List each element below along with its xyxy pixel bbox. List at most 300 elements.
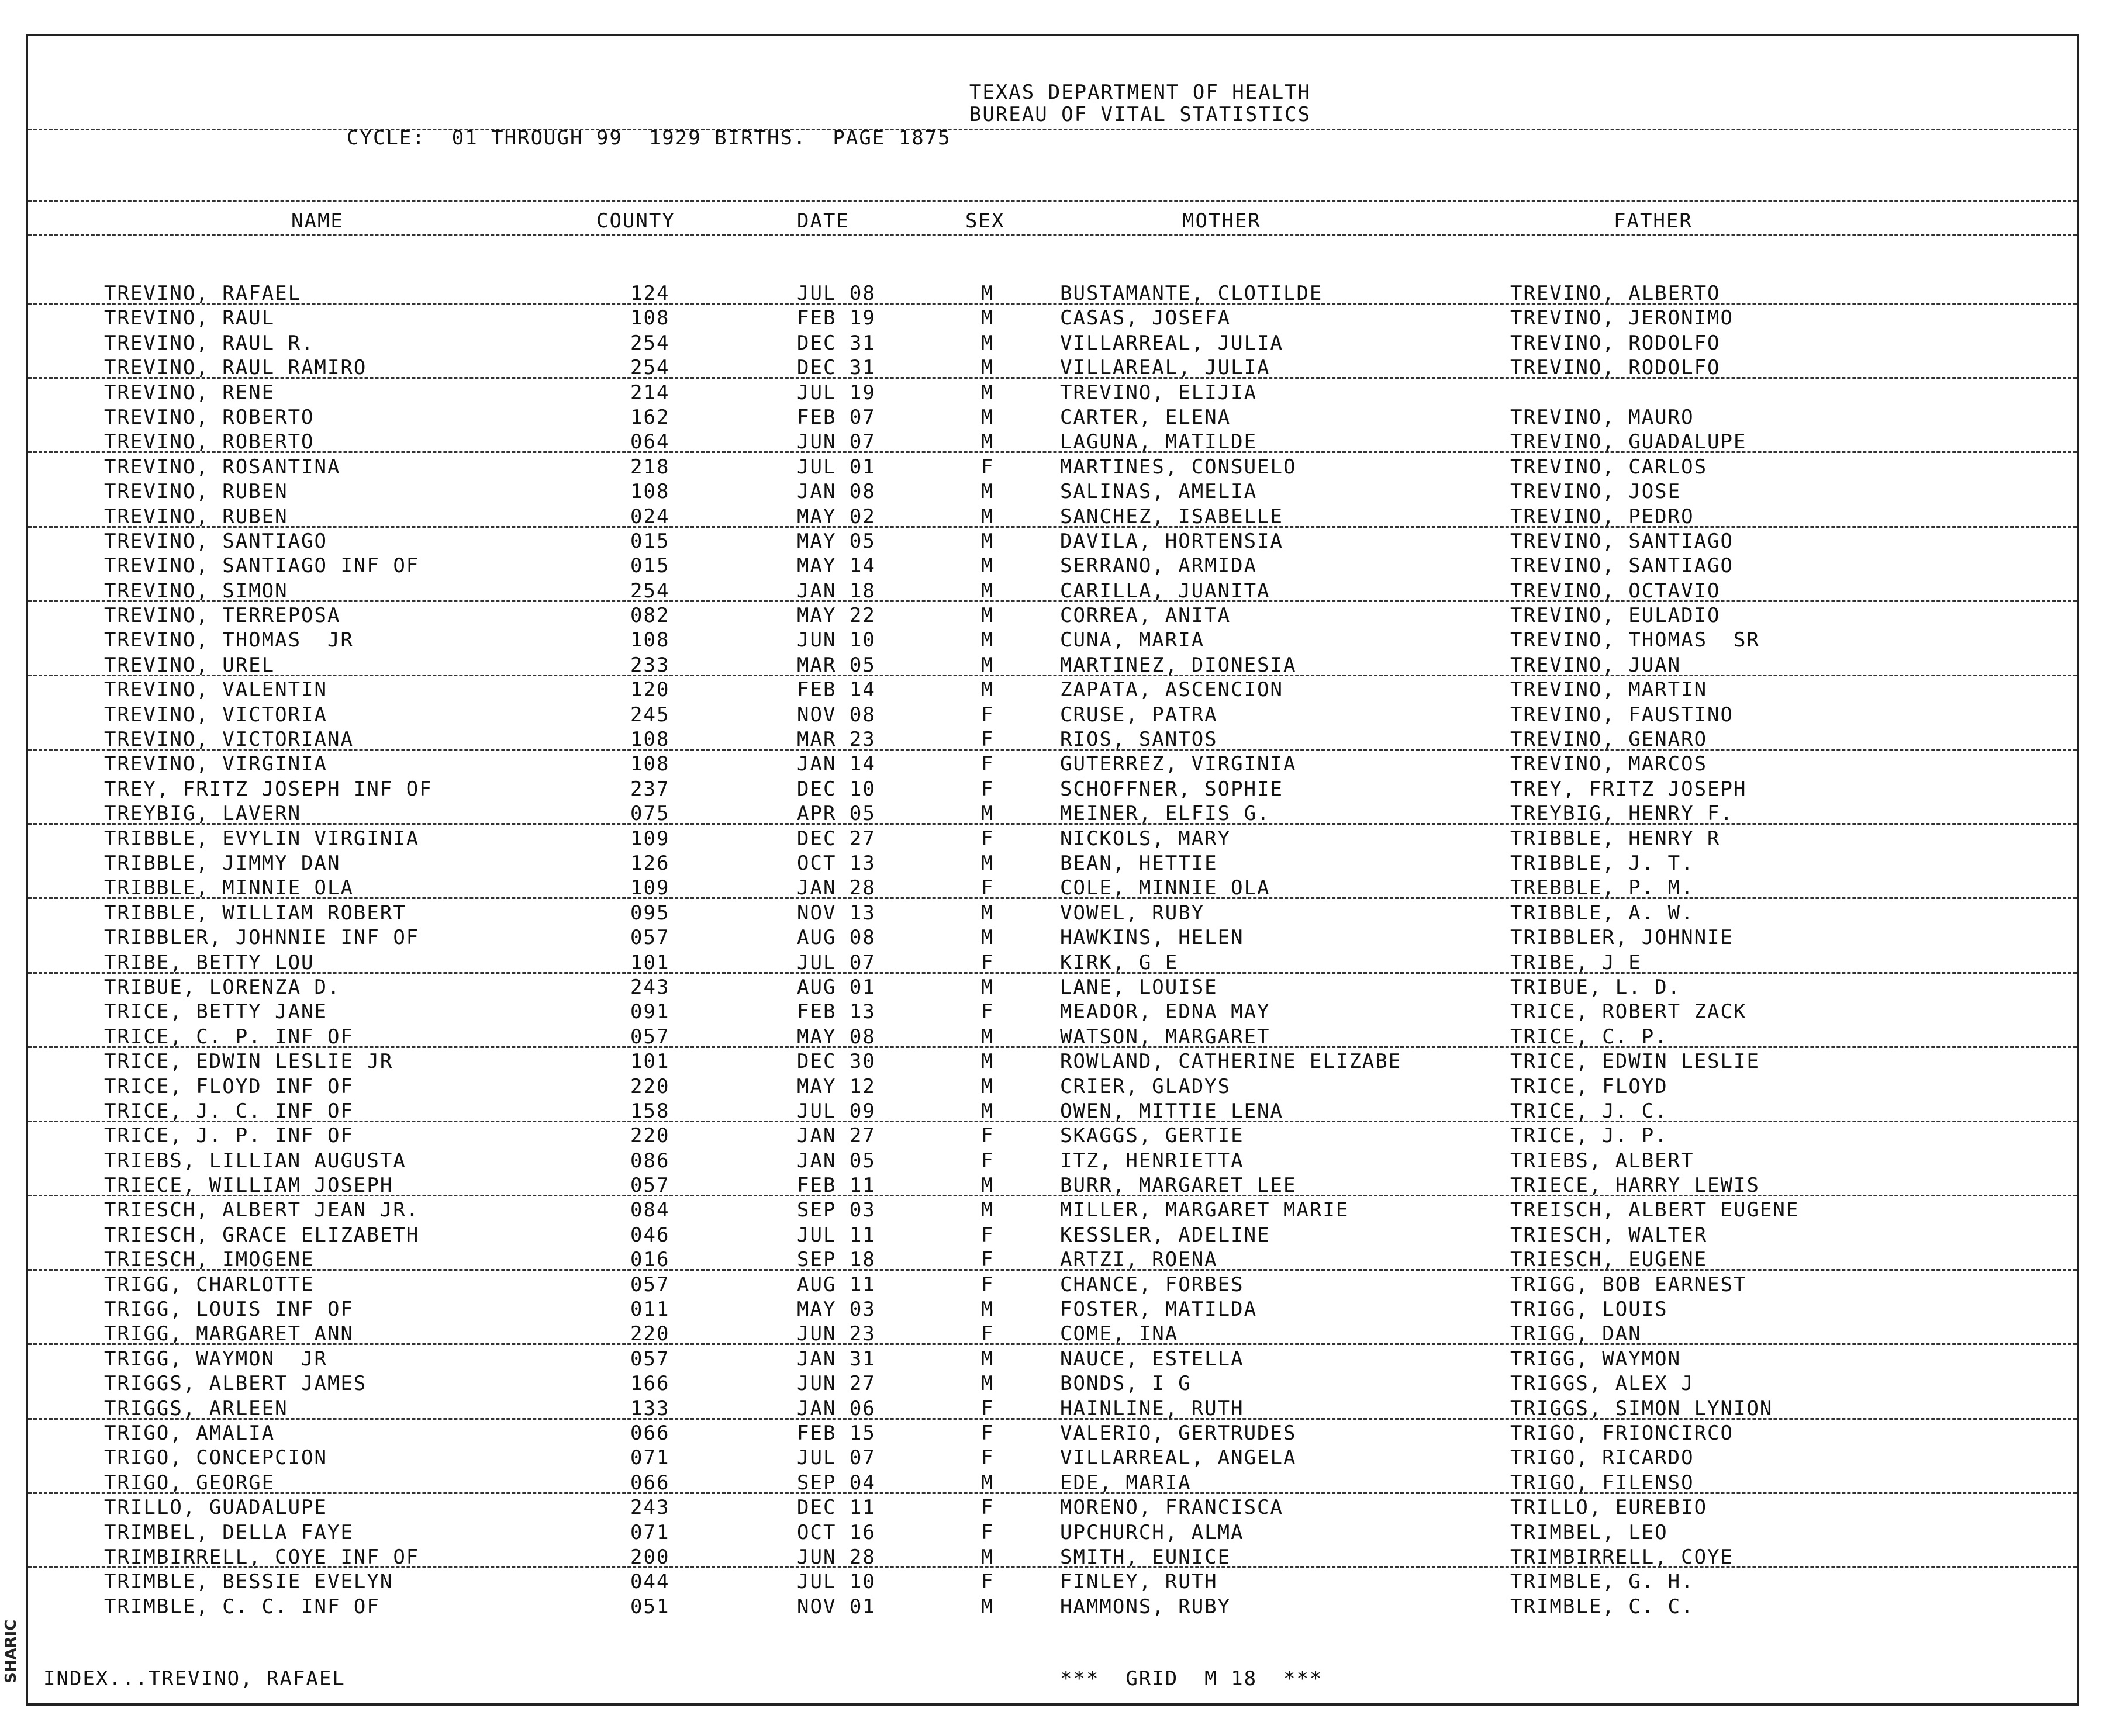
cell-sex: M xyxy=(981,282,995,305)
table-row xyxy=(28,876,2077,901)
cell-father: TRIGO, FILENSO xyxy=(1510,1471,1694,1495)
table-row xyxy=(28,728,2077,752)
col-header-sex: SEX xyxy=(965,209,1005,233)
cell-name: TRICE, BETTY JANE xyxy=(104,1000,327,1024)
cell-father: TREYBIG, HENRY F. xyxy=(1510,802,1734,826)
cell-name: TRIBBLE, MINNIE OLA xyxy=(104,876,354,900)
cell-county: 108 xyxy=(630,306,670,330)
cell-county: 057 xyxy=(630,1174,670,1198)
cell-father: TRIEBS, ALBERT xyxy=(1510,1149,1694,1173)
cell-sex: M xyxy=(981,430,995,454)
cell-mother: VILLARREAL, ANGELA xyxy=(1060,1446,1297,1470)
cell-sex: F xyxy=(981,777,995,801)
cell-sex: F xyxy=(981,1446,995,1470)
cell-sex: M xyxy=(981,554,995,578)
cell-name: TRIGO, AMALIA xyxy=(104,1421,275,1445)
cell-name: TRIGG, CHARLOTTE xyxy=(104,1272,315,1296)
cell-county: 254 xyxy=(630,579,670,603)
cell-father: TREVINO, MAURO xyxy=(1510,405,1694,429)
cell-county: 091 xyxy=(630,1000,670,1024)
cell-date: JUL 10 xyxy=(797,1570,876,1594)
table-row xyxy=(28,1198,2077,1223)
table-row xyxy=(28,1050,2077,1074)
cell-date: AUG 11 xyxy=(797,1272,876,1296)
cell-county: 126 xyxy=(630,851,670,875)
table-row xyxy=(28,1595,2077,1620)
cell-county: 084 xyxy=(630,1198,670,1222)
cell-mother: FOSTER, MATILDA xyxy=(1060,1298,1258,1322)
table-row xyxy=(28,1322,2077,1347)
cell-name: TRIGGS, ALBERT JAMES xyxy=(104,1372,367,1396)
cell-date: DEC 31 xyxy=(797,356,876,380)
table-row xyxy=(28,306,2077,331)
col-header-mother: MOTHER xyxy=(1182,209,1261,233)
cell-date: FEB 11 xyxy=(797,1174,876,1198)
table-row xyxy=(28,282,2077,306)
cell-father: TREVINO, EULADIO xyxy=(1510,604,1721,628)
table-row xyxy=(28,1446,2077,1471)
cell-sex: F xyxy=(981,752,995,776)
cell-date: JAN 05 xyxy=(797,1149,876,1173)
cell-sex: M xyxy=(981,480,995,504)
cell-mother: MEINER, ELFIS G. xyxy=(1060,802,1270,826)
cell-date: JAN 08 xyxy=(797,480,876,504)
cell-county: 166 xyxy=(630,1372,670,1396)
cell-date: JUL 11 xyxy=(797,1223,876,1247)
cell-sex: F xyxy=(981,950,995,974)
cell-name: TREVINO, RAUL R. xyxy=(104,331,315,355)
cell-county: 101 xyxy=(630,950,670,974)
table-row xyxy=(28,1347,2077,1372)
cell-date: OCT 13 xyxy=(797,851,876,875)
cell-county: 214 xyxy=(630,381,670,404)
cell-name: TRICE, C. P. INF OF xyxy=(104,1025,354,1049)
cell-county: 066 xyxy=(630,1471,670,1495)
cell-sex: F xyxy=(981,1322,995,1346)
cell-sex: M xyxy=(981,504,995,528)
col-header-name: NAME xyxy=(291,209,344,233)
cell-name: TREVINO, RAUL xyxy=(104,306,275,330)
cell-father: TREVINO, RODOLFO xyxy=(1510,331,1721,355)
cell-mother: CRUSE, PATRA xyxy=(1060,703,1218,727)
cell-father: TRICE, EDWIN LESLIE xyxy=(1510,1050,1760,1074)
cell-father: TREVINO, SANTIAGO xyxy=(1510,554,1734,578)
cell-name: TRIBBLE, EVYLIN VIRGINIA xyxy=(104,826,420,850)
cell-sex: F xyxy=(981,1149,995,1173)
cell-sex: M xyxy=(981,1025,995,1049)
table-row xyxy=(28,430,2077,455)
cell-date: FEB 13 xyxy=(797,1000,876,1024)
cell-sex: M xyxy=(981,331,995,355)
cell-father: TRIBBLE, HENRY R xyxy=(1510,826,1721,850)
table-row xyxy=(28,926,2077,950)
cell-sex: F xyxy=(981,876,995,900)
index-page xyxy=(26,34,2079,1706)
cell-date: MAY 22 xyxy=(797,604,876,628)
cell-father: TRIBUE, L. D. xyxy=(1510,975,1682,999)
cell-date: DEC 31 xyxy=(797,331,876,355)
cell-county: 015 xyxy=(630,554,670,578)
cell-sex: M xyxy=(981,306,995,330)
column-header-divider-lower xyxy=(28,234,2077,236)
cell-father: TRIGGS, SIMON LYNION xyxy=(1510,1396,1773,1420)
cell-mother: KESSLER, ADELINE xyxy=(1060,1223,1270,1247)
cell-date: JAN 27 xyxy=(797,1124,876,1148)
cell-county: 075 xyxy=(630,802,670,826)
cell-mother: WATSON, MARGARET xyxy=(1060,1025,1270,1049)
cell-name: TRICE, FLOYD INF OF xyxy=(104,1074,354,1098)
cell-county: 057 xyxy=(630,1025,670,1049)
cell-mother: VILLAREAL, JULIA xyxy=(1060,356,1270,380)
table-row xyxy=(28,777,2077,802)
cell-date: JUN 28 xyxy=(797,1545,876,1569)
cell-sex: M xyxy=(981,405,995,429)
cell-mother: SCHOFFNER, SOPHIE xyxy=(1060,777,1283,801)
cell-father: TREVINO, GENARO xyxy=(1510,728,1708,752)
cell-name: TRICE, J. C. INF OF xyxy=(104,1099,354,1123)
cell-date: FEB 14 xyxy=(797,678,876,702)
cell-name: TRIESCH, GRACE ELIZABETH xyxy=(104,1223,420,1247)
cell-date: DEC 30 xyxy=(797,1050,876,1074)
cell-mother: NICKOLS, MARY xyxy=(1060,826,1231,850)
cell-sex: M xyxy=(981,1174,995,1198)
col-header-date: DATE xyxy=(797,209,850,233)
cell-date: JUL 09 xyxy=(797,1099,876,1123)
cell-date: JUL 07 xyxy=(797,950,876,974)
cell-father: TREVINO, MARCOS xyxy=(1510,752,1708,776)
cell-father: TRIGO, RICARDO xyxy=(1510,1446,1694,1470)
cell-father: TREVINO, SANTIAGO xyxy=(1510,529,1734,553)
cell-county: 109 xyxy=(630,826,670,850)
cell-sex: M xyxy=(981,628,995,652)
cell-date: APR 05 xyxy=(797,802,876,826)
cell-name: TRIGG, MARGARET ANN xyxy=(104,1322,354,1346)
table-row xyxy=(28,852,2077,876)
header-divider xyxy=(28,129,2077,130)
cell-name: TRIECE, WILLIAM JOSEPH xyxy=(104,1174,393,1198)
col-header-father: FATHER xyxy=(1614,209,1693,233)
cell-date: JUL 19 xyxy=(797,381,876,404)
cell-county: 243 xyxy=(630,975,670,999)
table-row xyxy=(28,1422,2077,1446)
table-row xyxy=(28,1099,2077,1124)
table-row xyxy=(28,1124,2077,1149)
footer-grid: *** GRID M 18 *** xyxy=(1060,1667,1323,1690)
cell-sex: M xyxy=(981,926,995,950)
cell-county: 011 xyxy=(630,1298,670,1322)
table-row xyxy=(28,356,2077,381)
cell-date: MAY 12 xyxy=(797,1074,876,1098)
cell-mother: MARTINES, CONSUELO xyxy=(1060,455,1297,479)
cell-date: NOV 08 xyxy=(797,703,876,727)
cell-name: TRIBE, BETTY LOU xyxy=(104,950,315,974)
table-row xyxy=(28,1521,2077,1545)
cell-sex: M xyxy=(981,1347,995,1371)
cell-date: JUN 10 xyxy=(797,628,876,652)
cell-name: TRIBBLER, JOHNNIE INF OF xyxy=(104,926,420,950)
table-row xyxy=(28,480,2077,504)
cell-mother: NAUCE, ESTELLA xyxy=(1060,1347,1244,1371)
cell-father: TREVINO, OCTAVIO xyxy=(1510,579,1721,603)
cell-mother: SERRANO, ARMIDA xyxy=(1060,554,1258,578)
cell-name: TREVINO, RUBEN xyxy=(104,504,288,528)
cell-father: TRIGG, WAYMON xyxy=(1510,1347,1682,1371)
cell-name: TREVINO, SANTIAGO INF OF xyxy=(104,554,420,578)
cell-mother: CUNA, MARIA xyxy=(1060,628,1205,652)
cell-county: 120 xyxy=(630,678,670,702)
cell-name: TREVINO, THOMAS JR xyxy=(104,628,354,652)
cell-county: 015 xyxy=(630,529,670,553)
table-row xyxy=(28,827,2077,852)
cell-date: MAY 02 xyxy=(797,504,876,528)
cell-mother: BONDS, I G xyxy=(1060,1372,1192,1396)
table-row xyxy=(28,579,2077,604)
cell-father: TREVINO, ALBERTO xyxy=(1510,282,1721,305)
cell-mother: SKAGGS, GERTIE xyxy=(1060,1124,1244,1148)
table-row xyxy=(28,1570,2077,1595)
cell-father: TRIECE, HARRY LEWIS xyxy=(1510,1174,1760,1198)
cell-date: FEB 07 xyxy=(797,405,876,429)
cell-name: TREVINO, SANTIAGO xyxy=(104,529,327,553)
cell-mother: DAVILA, HORTENSIA xyxy=(1060,529,1283,553)
cell-sex: M xyxy=(981,1050,995,1074)
cell-sex: M xyxy=(981,851,995,875)
cell-name: TREVINO, RUBEN xyxy=(104,480,288,504)
cell-date: DEC 10 xyxy=(797,777,876,801)
department-title: TEXAS DEPARTMENT OF HEALTH xyxy=(969,81,1311,104)
cell-name: TRIMBIRRELL, COYE INF OF xyxy=(104,1545,420,1569)
cell-date: FEB 19 xyxy=(797,306,876,330)
cell-mother: BEAN, HETTIE xyxy=(1060,851,1218,875)
cell-name: TREVINO, VICTORIANA xyxy=(104,728,354,752)
cell-mother: RIOS, SANTOS xyxy=(1060,728,1218,752)
table-row xyxy=(28,1149,2077,1174)
cell-name: TREY, FRITZ JOSEPH INF OF xyxy=(104,777,433,801)
cell-father: TREVINO, JOSE xyxy=(1510,480,1682,504)
cell-county: 133 xyxy=(630,1396,670,1420)
cell-father: TREVINO, JUAN xyxy=(1510,653,1682,677)
cell-father: TRIBBLE, J. T. xyxy=(1510,851,1694,875)
cell-date: JUL 01 xyxy=(797,455,876,479)
cell-name: TREVINO, RAUL RAMIRO xyxy=(104,356,367,380)
cell-name: TREVINO, RENE xyxy=(104,381,275,404)
cell-county: 024 xyxy=(630,504,670,528)
cell-county: 057 xyxy=(630,1272,670,1296)
table-row xyxy=(28,1075,2077,1099)
cell-sex: F xyxy=(981,1248,995,1272)
cell-father: TRIGGS, ALEX J xyxy=(1510,1372,1694,1396)
cell-father: TREY, FRITZ JOSEPH xyxy=(1510,777,1747,801)
side-tag: SHARIC xyxy=(2,1619,20,1683)
cell-county: 254 xyxy=(630,331,670,355)
cell-father: TREVINO, MARTIN xyxy=(1510,678,1708,702)
cell-date: NOV 13 xyxy=(797,901,876,925)
table-row xyxy=(28,406,2077,430)
cell-county: 254 xyxy=(630,356,670,380)
table-row xyxy=(28,1471,2077,1496)
cell-father: TRICE, FLOYD xyxy=(1510,1074,1668,1098)
cell-name: TREVINO, VICTORIA xyxy=(104,703,327,727)
table-row xyxy=(28,455,2077,480)
cell-mother: CARTER, ELENA xyxy=(1060,405,1231,429)
cell-date: JUL 08 xyxy=(797,282,876,305)
cell-sex: M xyxy=(981,381,995,404)
cell-mother: SANCHEZ, ISABELLE xyxy=(1060,504,1283,528)
table-row xyxy=(28,976,2077,1000)
cell-father: TRIMBIRRELL, COYE xyxy=(1510,1545,1734,1569)
cell-date: JUN 27 xyxy=(797,1372,876,1396)
cell-mother: HAMMONS, RUBY xyxy=(1060,1595,1231,1619)
table-row xyxy=(28,703,2077,728)
cell-date: AUG 08 xyxy=(797,926,876,950)
cell-mother: VOWEL, RUBY xyxy=(1060,901,1205,925)
cell-father: TRICE, J. P. xyxy=(1510,1124,1668,1148)
table-row xyxy=(28,678,2077,703)
cell-sex: F xyxy=(981,455,995,479)
cell-father: TRIMBLE, G. H. xyxy=(1510,1570,1694,1594)
cell-father: TREVINO, GUADALUPE xyxy=(1510,430,1747,454)
cell-sex: F xyxy=(981,1000,995,1024)
cell-mother: BUSTAMANTE, CLOTILDE xyxy=(1060,282,1323,305)
cell-county: 237 xyxy=(630,777,670,801)
cell-sex: M xyxy=(981,975,995,999)
cell-sex: F xyxy=(981,1421,995,1445)
records-table xyxy=(28,282,2077,1620)
cell-mother: EDE, MARIA xyxy=(1060,1471,1192,1495)
cell-mother: ARTZI, ROENA xyxy=(1060,1248,1218,1272)
cell-name: TRICE, J. P. INF OF xyxy=(104,1124,354,1148)
cell-mother: ITZ, HENRIETTA xyxy=(1060,1149,1244,1173)
cell-sex: M xyxy=(981,579,995,603)
table-row xyxy=(28,1397,2077,1422)
cell-name: TRILLO, GUADALUPE xyxy=(104,1496,327,1520)
cell-name: TRIGO, CONCEPCION xyxy=(104,1446,327,1470)
cell-county: 044 xyxy=(630,1570,670,1594)
cell-father: TREVINO, JERONIMO xyxy=(1510,306,1734,330)
cell-date: JAN 14 xyxy=(797,752,876,776)
table-row xyxy=(28,530,2077,554)
cell-mother: SMITH, EUNICE xyxy=(1060,1545,1231,1569)
cell-mother: MORENO, FRANCISCA xyxy=(1060,1496,1283,1520)
table-row xyxy=(28,1248,2077,1272)
cell-father: TRILLO, EUREBIO xyxy=(1510,1496,1708,1520)
cell-name: TRICE, EDWIN LESLIE JR xyxy=(104,1050,393,1074)
table-row xyxy=(28,331,2077,356)
cell-mother: HAINLINE, RUTH xyxy=(1060,1396,1244,1420)
cell-date: NOV 01 xyxy=(797,1595,876,1619)
cell-sex: F xyxy=(981,1570,995,1594)
cell-mother: ROWLAND, CATHERINE ELIZABE xyxy=(1060,1050,1402,1074)
cell-date: JUN 23 xyxy=(797,1322,876,1346)
cell-name: TRIBBLE, WILLIAM ROBERT xyxy=(104,901,406,925)
cell-father: TREVINO, THOMAS SR xyxy=(1510,628,1760,652)
cell-county: 064 xyxy=(630,430,670,454)
cell-mother: KIRK, G E xyxy=(1060,950,1179,974)
cell-sex: M xyxy=(981,529,995,553)
cell-name: TRIGG, WAYMON JR xyxy=(104,1347,327,1371)
column-header-divider xyxy=(28,200,2077,202)
cell-county: 220 xyxy=(630,1124,670,1148)
cell-county: 082 xyxy=(630,604,670,628)
cell-name: TREVINO, ROBERTO xyxy=(104,430,315,454)
cell-name: TREVINO, ROSANTINA xyxy=(104,455,341,479)
cell-date: DEC 27 xyxy=(797,826,876,850)
cell-county: 046 xyxy=(630,1223,670,1247)
cell-sex: M xyxy=(981,901,995,925)
cell-father: TREVINO, CARLOS xyxy=(1510,455,1708,479)
cell-county: 057 xyxy=(630,926,670,950)
cell-mother: CASAS, JOSEFA xyxy=(1060,306,1231,330)
cell-date: SEP 04 xyxy=(797,1471,876,1495)
cell-county: 243 xyxy=(630,1496,670,1520)
cell-name: TRIMBLE, C. C. INF OF xyxy=(104,1595,380,1619)
table-row xyxy=(28,653,2077,678)
cell-county: 220 xyxy=(630,1074,670,1098)
cell-father: TRICE, C. P. xyxy=(1510,1025,1668,1049)
table-row xyxy=(28,628,2077,653)
cell-mother: LAGUNA, MATILDE xyxy=(1060,430,1258,454)
cell-mother: LANE, LOUISE xyxy=(1060,975,1218,999)
cell-mother: TREVINO, ELIJIA xyxy=(1060,381,1258,404)
cell-father: TRIMBLE, C. C. xyxy=(1510,1595,1694,1619)
cell-county: 071 xyxy=(630,1520,670,1544)
table-row xyxy=(28,505,2077,530)
cell-father: TREBBLE, P. M. xyxy=(1510,876,1694,900)
cell-county: 095 xyxy=(630,901,670,925)
cell-date: MAY 08 xyxy=(797,1025,876,1049)
cell-sex: F xyxy=(981,1272,995,1296)
cell-date: JUL 07 xyxy=(797,1446,876,1470)
cell-county: 200 xyxy=(630,1545,670,1569)
table-row xyxy=(28,1273,2077,1298)
cell-date: OCT 16 xyxy=(797,1520,876,1544)
cell-mother: CHANCE, FORBES xyxy=(1060,1272,1244,1296)
cell-name: TRIGGS, ARLEEN xyxy=(104,1396,288,1420)
cell-date: FEB 15 xyxy=(797,1421,876,1445)
cell-date: JUN 07 xyxy=(797,430,876,454)
cell-sex: M xyxy=(981,604,995,628)
cell-sex: M xyxy=(981,802,995,826)
cell-county: 245 xyxy=(630,703,670,727)
table-row xyxy=(28,802,2077,826)
cell-date: JAN 31 xyxy=(797,1347,876,1371)
cell-name: TREVINO, VALENTIN xyxy=(104,678,327,702)
cell-mother: MARTINEZ, DIONESIA xyxy=(1060,653,1297,677)
cell-county: 124 xyxy=(630,282,670,305)
cell-father: TRIGG, LOUIS xyxy=(1510,1298,1668,1322)
cell-name: TREVINO, RAFAEL xyxy=(104,282,302,305)
cell-father: TRIBE, J E xyxy=(1510,950,1642,974)
cell-sex: M xyxy=(981,1372,995,1396)
cell-date: MAR 05 xyxy=(797,653,876,677)
cell-name: TREVINO, SIMON xyxy=(104,579,288,603)
bureau-title: BUREAU OF VITAL STATISTICS xyxy=(969,103,1311,126)
table-row xyxy=(28,1025,2077,1050)
cell-father: TRIESCH, EUGENE xyxy=(1510,1248,1708,1272)
cell-name: TRIBBLE, JIMMY DAN xyxy=(104,851,341,875)
cell-name: TRIGO, GEORGE xyxy=(104,1471,275,1495)
cell-mother: COME, INA xyxy=(1060,1322,1179,1346)
cell-county: 051 xyxy=(630,1595,670,1619)
cell-date: AUG 01 xyxy=(797,975,876,999)
cell-county: 108 xyxy=(630,752,670,776)
cell-father: TREVINO, FAUSTINO xyxy=(1510,703,1734,727)
cell-name: TRIMBEL, DELLA FAYE xyxy=(104,1520,354,1544)
cell-sex: M xyxy=(981,1471,995,1495)
cycle-line: CYCLE: 01 THROUGH 99 1929 BIRTHS. PAGE 1875 xyxy=(347,126,951,150)
cell-county: 016 xyxy=(630,1248,670,1272)
table-row xyxy=(28,1223,2077,1248)
